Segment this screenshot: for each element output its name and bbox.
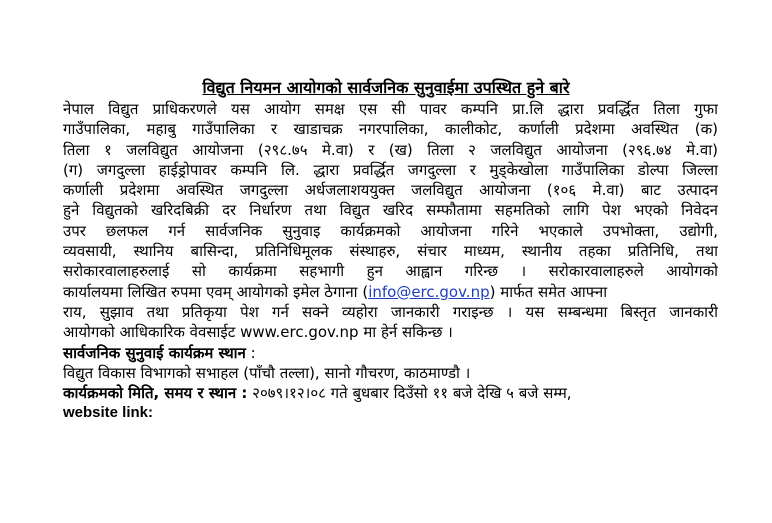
paragraph-line: (ग) जगदुल्ला हाईड्रोपावर कम्पनि लि. द्धारा प्रवर्द्धित जगदुल्ला र मुड्केखोला गाउँपालिका डोल्पा जिल्ला <box>63 160 718 179</box>
email-link[interactable]: info@erc.gov.np <box>368 282 490 301</box>
venue-colon: : <box>245 343 256 362</box>
schedule-label: कार्यक्रमको मिति, समय र स्थान : <box>63 384 248 403</box>
paragraph-line: व्यवसायी, स्थानिय बासिन्दा, प्रतिनिधिमूलक संस्थाहरु, संचार माध्यम, स्थानीय तहका प्रतिनिधि, तथा <box>63 242 718 261</box>
paragraph-line: कर्णाली प्रदेशमा अवस्थित जगदुल्ला अर्धजलाशययुक्त जलविद्युत आयोजना (१०६ मे.वा) बाट उत्पादन <box>63 181 718 200</box>
email-prefix-text: कार्यालयमा लिखित रुपमा एवम् आयोगको इमेल ठेगाना ( <box>63 282 369 301</box>
venue-value: विद्युत विकास विभागको सभाहल (पाँचौ तल्ला), सानो गौचरण, काठमाण्डौ । <box>63 363 471 382</box>
paragraph-line: तिला १ जलविद्युत आयोजना (२९८.७५ मे.वा) र (ख) तिला २ जलविद्युत आयोजना (२९६.७४ मे.वा) <box>63 140 718 159</box>
paragraph-line: आयोगको आधिकारिक वेवसाईट www.erc.gov.np मा हेर्न सकिन्छ । <box>63 323 453 342</box>
schedule-value: २०७९।१२।०८ गते बुधबार दिउँसो ११ बजे देखि ५ बजे सम्म, <box>247 384 572 403</box>
notice-body <box>63 99 718 424</box>
website-link-label: website link: <box>63 404 154 422</box>
paragraph-line: हुने विद्युतको खरिदबिक्री दर निर्धारण तथा विद्युत खरिद सम्फौतामा सहमतिको लागि पेश भएको निवेदन <box>63 201 718 220</box>
schedule-line <box>63 383 718 403</box>
paragraph-line: सरोकारवालाहरुलाई सो कार्यक्रमा सहभागी हुन आह्वान गरिन्छ । सरोकारवालाहरुले आयोगको <box>63 262 718 281</box>
paragraph-line: उपर छलफल गर्न सार्वजनिक सुनुवाइ कार्यक्रमको आयोजना गरिने भएकाले उपभोक्ता, उद्योगी, <box>63 221 718 240</box>
paragraph-line-email <box>63 282 718 302</box>
email-suffix-text: ) मार्फत समेत आफ्ना <box>489 282 608 301</box>
notice-title: विद्युत नियमन आयोगको सार्वजनिक सुनुवाईमा उपस्थित हुने बारे <box>202 78 570 97</box>
paragraph-line: नेपाल विद्युत प्राधिकरणले यस आयोग समक्ष एस सी पावर कम्पनि प्रा.लि द्धारा प्रवर्द्धित तिला गुफा <box>63 100 718 118</box>
venue-label-line <box>63 343 718 363</box>
paragraph-line: गाउँपालिका, महाबु गाउँपालिका र खाडाचक्र नगरपालिका, कालीकोट, कर्णाली प्रदेशमा अवस्थित (क) <box>63 120 718 139</box>
venue-label: सार्वजनिक सुनुवाई कार्यक्रम स्थान <box>63 343 246 362</box>
paragraph-line: राय, सुझाव तथा प्रतिकृया पेश गर्न सक्ने व्यहोरा जानकारी गराइन्छ । यस सम्बन्धमा बिस्तृत जानकारी <box>63 302 718 321</box>
